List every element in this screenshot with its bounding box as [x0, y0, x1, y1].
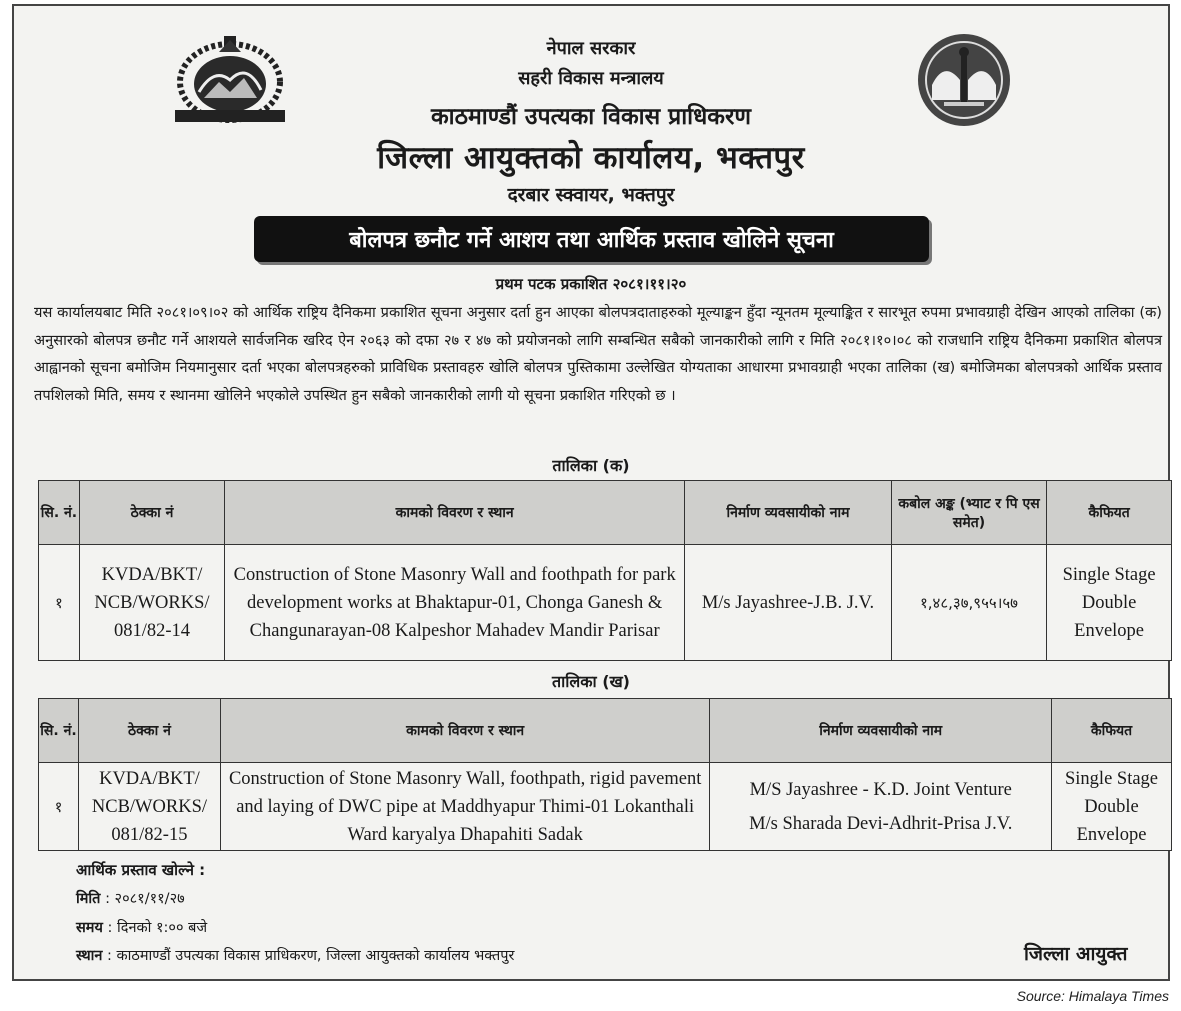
cell-sn: १	[39, 545, 80, 661]
opening-place	[76, 945, 514, 965]
place-label: स्थान	[76, 948, 103, 964]
table-row	[39, 763, 1172, 851]
contractor-name-1: M/S Jayashree - K.D. Joint Venture	[749, 779, 1012, 800]
header-address: दरबार स्क्वायर, भक्तपुर	[507, 184, 675, 206]
date-value: : २०८१/११/२७	[105, 891, 185, 907]
header-government: नेपाल सरकार	[546, 38, 636, 59]
col-header-amount: कबोल अङ्क (भ्याट र पि एस समेत)	[891, 481, 1046, 545]
col-header-contractor: निर्माण व्यवसायीको नाम	[710, 699, 1052, 763]
notice-title-banner: बोलपत्र छनौट गर्ने आशय तथा आर्थिक प्रस्ताव खोलिने सूचना	[254, 216, 929, 262]
cell-bid-amount: १,४८,३७,९५५।५७	[891, 545, 1046, 661]
cell-description: Construction of Stone Masonry Wall and foothpath for park development works at Bhaktapur-01, Chonga Ganesh & Changunarayan-08 Kalpeshor Mahadev Mandir Parisar	[225, 545, 685, 661]
notice-document	[12, 4, 1170, 981]
header-authority: काठमाण्डौं उपत्यका विकास प्राधिकरण	[431, 104, 751, 130]
table-b-header-row	[39, 699, 1172, 763]
opening-time	[76, 917, 207, 937]
col-header-contractor: निर्माण व्यवसायीको नाम	[685, 481, 892, 545]
time-label: समय	[76, 920, 103, 936]
cell-description: Construction of Stone Masonry Wall, foothpath, rigid pavement and laying of DWC pipe at Maddhyapur Thimi-01 Lokanthali Ward karyalya Dhapahiti Sadak	[220, 763, 709, 851]
signatory-title: जिल्ला आयुक्त	[1024, 943, 1128, 965]
col-header-sn: सि. नं.	[39, 699, 79, 763]
table-row	[39, 545, 1172, 661]
header-ministry: सहरी विकास मन्त्रालय	[518, 68, 664, 89]
publication-date: प्रथम पटक प्रकाशित २०८१।११।२०	[495, 275, 687, 293]
table-a-header-row	[39, 481, 1172, 545]
cell-remarks: Single Stage Double Envelope	[1052, 763, 1172, 851]
col-header-description: कामको विवरण र स्थान	[225, 481, 685, 545]
col-header-contract: ठेक्का नं	[78, 699, 220, 763]
source-credit: Source: Himalaya Times	[1016, 988, 1169, 1004]
cell-remarks: Single Stage Double Envelope	[1047, 545, 1172, 661]
cell-contractor: M/s Jayashree-J.B. J.V.	[685, 545, 892, 661]
notice-body-paragraph: यस कार्यालयबाट मिति २०८१।०९।०२ को आर्थिक राष्ट्रिय दैनिकमा प्रकाशित सूचना अनुसार दर्ता हुन आएका बोलपत्रदाताहरुको मूल्याङ्कन हुँदा न्यूनतम मूल्याङ्कित र सारभूत रुपमा प्रभावग्राही देखिन आएको तालिका (क) अनुसारको बोलपत्र छनौट गर्ने आशयले सार्वजनिक खरिद ऐन २०६३ को दफा २७ र ४७ को प्रयोजनको लागि सम्बन्धित सबैको जानकारीको लागि र मिति २०८१।१०।०८ को राजधानि राष्ट्रिय दैनिकमा प्रकाशित बोलपत्र आह्वानको सूचना बमोजिम नियमानुसार दर्ता भएका बोलपत्रहरुको प्राविधिक प्रस्तावहरु खोलि बोलपत्र पुस्तिकामा उल्लेखित योग्यताका आधारमा प्रभावग्राही भएका तालिका (ख) बमोजिमका बोलपत्रको आर्थिक प्रस्ताव तपशिलको मिति, समय र स्थानमा खोलिने भएकोले उपस्थित हुन सबैको जानकारीको लागी यो सूचना प्रकाशित गरिएको छ ।	[34, 304, 1162, 404]
col-header-sn: सि. नं.	[39, 481, 80, 545]
cell-contractors	[710, 763, 1052, 851]
date-label: मिति	[76, 891, 101, 907]
table-b	[38, 698, 1172, 851]
table-a	[38, 480, 1172, 661]
cell-contract-number: KVDA/BKT/ NCB/WORKS/ 081/82-14	[79, 545, 224, 661]
cell-contract-number: KVDA/BKT/ NCB/WORKS/ 081/82-15	[78, 763, 220, 851]
opening-date	[76, 888, 185, 908]
place-value: : काठमाण्डौं उपत्यका विकास प्राधिकरण, जिल्ला आयुक्तको कार्यालय भक्तपुर	[107, 948, 515, 964]
time-value: : दिनको १:०० बजे	[107, 920, 208, 936]
table-a-title: तालिका (क)	[552, 456, 630, 475]
contractor-name-2: M/s Sharada Devi-Adhrit-Prisa J.V.	[749, 813, 1013, 834]
cell-sn: १	[39, 763, 79, 851]
col-header-description: कामको विवरण र स्थान	[220, 699, 709, 763]
table-b-title: तालिका (ख)	[552, 672, 630, 691]
financial-opening-heading: आर्थिक प्रस्ताव खोल्ने :	[76, 861, 206, 879]
col-header-remarks: कैफियत	[1047, 481, 1172, 545]
col-header-contract: ठेक्का नं	[79, 481, 224, 545]
header-office: जिल्ला आयुक्तको कार्यालय, भक्तपुर	[377, 140, 805, 176]
col-header-remarks: कैफियत	[1052, 699, 1172, 763]
